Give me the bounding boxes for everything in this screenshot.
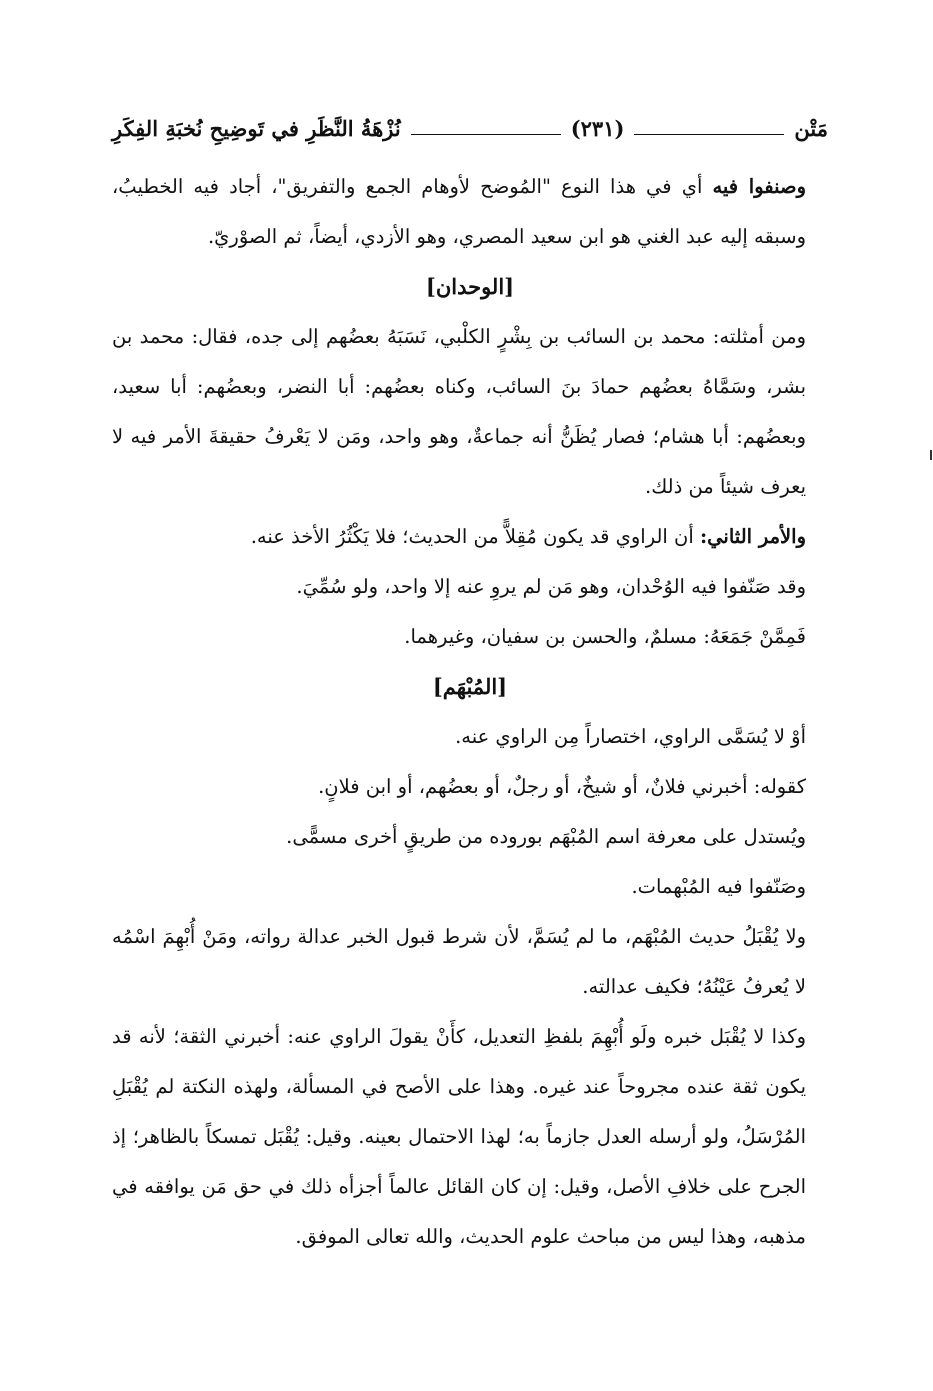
paragraph bbox=[112, 162, 828, 262]
paragraph: كقوله: أخبرني فلانٌ، أو شيخٌ، أو رجلٌ، أو بعضُهم، أو ابن فلانٍ. bbox=[318, 775, 806, 798]
running-header bbox=[112, 106, 828, 150]
section-heading-wuhdan: [الوحدان] bbox=[425, 274, 515, 299]
main-text bbox=[112, 162, 828, 1262]
paragraph: وصَنّفوا فيه المُبْهمات. bbox=[631, 875, 806, 898]
bold-lead: وصنفوا فيه bbox=[712, 175, 806, 198]
paragraph: أوْ لا يُسَمَّى الراوي، اختصاراً مِن الراوي عنه. bbox=[455, 725, 806, 748]
header-rule-left bbox=[411, 134, 561, 135]
paragraph-text: أي في هذا النوع "المُوضح لأوهام الجمع والتفريق"، أجاد فيه الخطيبُ، وسبقه إليه عبد الغني هو ابن سعيد المصري، وهو الأزدي، أيضاً، ثم الصوْريّ. bbox=[112, 175, 806, 248]
paragraph: ويُستدل على معرفة اسم المُبْهَم بوروده من طريقٍ أخرى مسمًّى. bbox=[286, 825, 806, 848]
paragraph: وكذا لا يُقْبَل خبره ولَو أُبْهِمَ بلفظِ التعديل، كأَنْ يقولَ الراوي عنه: أخبرني الثقة؛ لأنه قد يكون ثقة عنده مجروحاً عند غيره. وهذا على الأصح في المسألة، ولهذه النكتة لم يُقْبَلِ المُرْسَلُ، ولو أرسله العدل جازماً به؛ لهذا الاحتمال بعينه. وقيل: يُقْبَل تمسكاً بالظاهر؛ إذ الجرح على خلافِ الأصل، وقيل: إن كان القائل عالماً أجزأه ذلك في حق مَن يوافقه في مذهبه، وهذا ليس من مباحث علوم الحديث، والله تعالى الموفق. bbox=[112, 1025, 806, 1248]
paragraph: فَمِمَّنْ جَمَعَهُ: مسلمٌ، والحسن بن سفيان، وغيرهما. bbox=[404, 625, 806, 648]
margin-mark bbox=[930, 450, 932, 460]
paragraph: ولا يُقْبَلُ حديث المُبْهَم، ما لم يُسَمَّ، لأن شرط قبول الخبر عدالة رواته، ومَنْ أُبْهِمَ اسْمُه لا يُعرفُ عَيْنُهُ؛ فكيف عدالته. bbox=[112, 925, 806, 998]
header-section-label: مَتْن bbox=[794, 115, 828, 141]
paragraph: ومن أمثلته: محمد بن السائب بن بِشْرٍ الكلْبي، نَسَبَهُ بعضُهم إلى جده، فقال: محمد بن بشر، وسَمَّاهُ بعضُهم حمادَ بنَ السائب، وكناه بعضُهم: أبا النضر، وبعضُهم: أبا سعيد، وبعضُهم: أبا هشام؛ فصار يُظَنُّ أنه جماعةٌ، وهو واحد، ومَن لا يَعْرفُ حقيقةَ الأمر فيه لا يعرف شيئاً من ذلك. bbox=[112, 325, 806, 498]
paragraph-text: أن الراوي قد يكون مُقِلاًّ من الحديث؛ فلا يَكْثُرُ الأخذ عنه. bbox=[250, 525, 700, 548]
page-number: (٢٣١) bbox=[570, 115, 625, 141]
paragraph: وقد صَنّفوا فيه الوُحْدان، وهو مَن لم يروِ عنه إلا واحد، ولو سُمِّيَ. bbox=[296, 575, 806, 598]
bold-lead: والأمر الثاني: bbox=[699, 525, 806, 548]
paragraph bbox=[112, 512, 828, 562]
section-heading-mubham: [المُبْهَم] bbox=[432, 674, 508, 699]
header-rule-right bbox=[634, 134, 784, 135]
book-title: نُزْهَةُ النَّظَرِ في تَوضِيحِ نُخبَةِ الفِكَرِ bbox=[112, 115, 401, 141]
